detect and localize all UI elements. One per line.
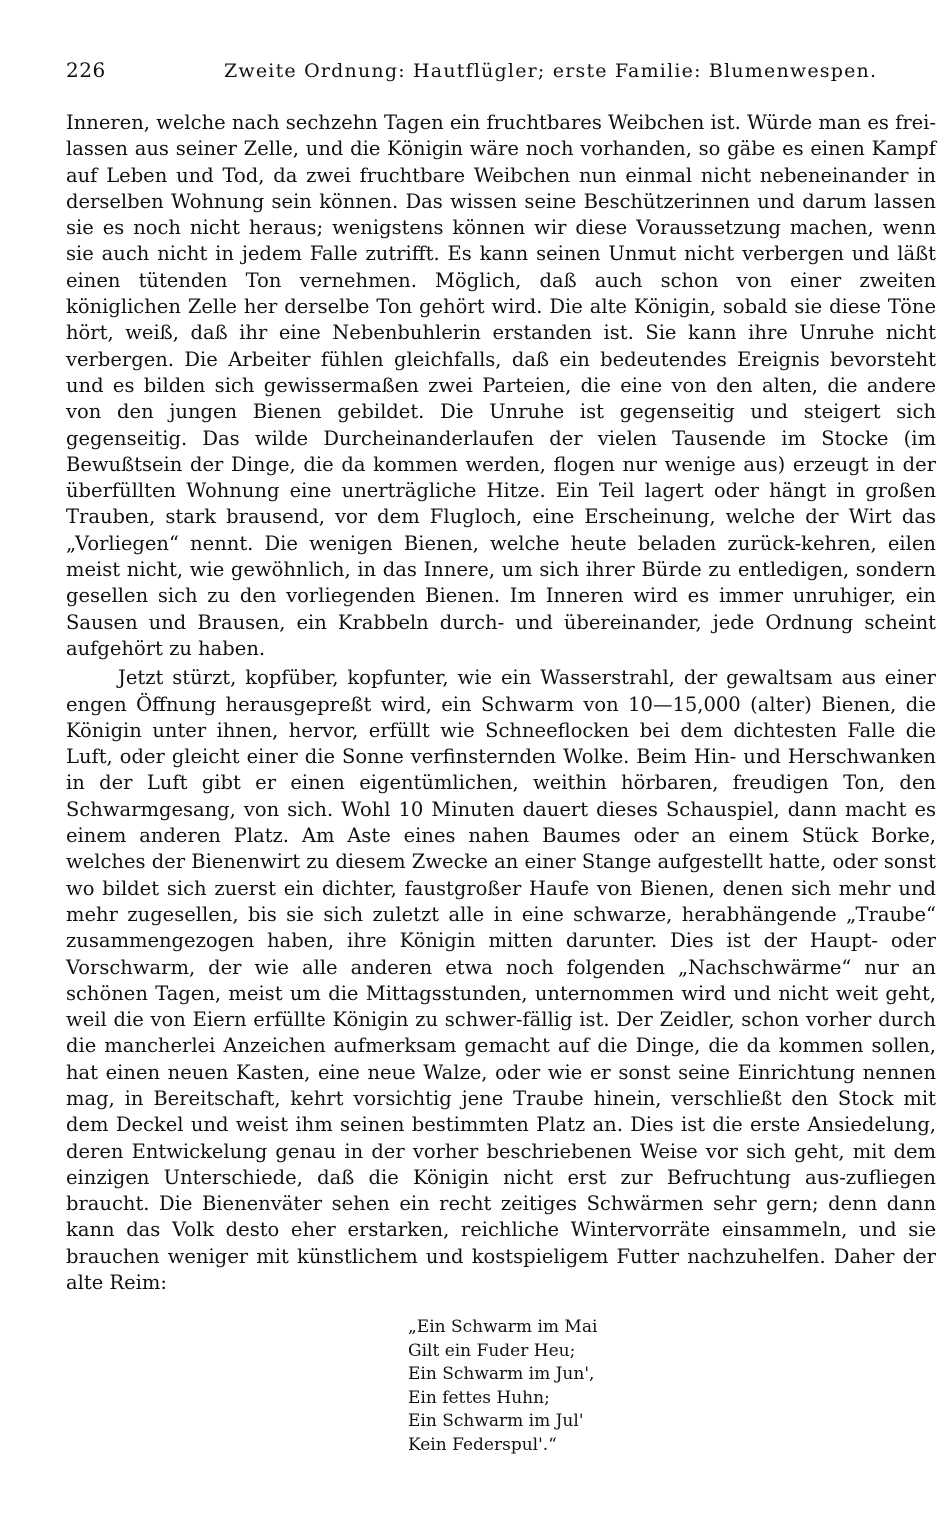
verse-line: Ein fettes Huhn; <box>408 1387 550 1408</box>
verse-line: Ein Schwarm im Jun', <box>408 1364 595 1385</box>
book-page <box>66 52 936 1457</box>
paragraph-2: Jetzt stürzt, kopfüber, kopfunter, wie ein Wasserstrahl, der gewaltsam aus einer engen Öffnung herausgepreßt wird, ein Schwarm von 10—15,000 (alter) Bienen, die Königin unter ihnen, hervor, erfüllt wie Schneeflocken bei dem dichtesten Falle die Luft, oder gleicht einer die Sonne verfinsternden Wolke. Beim Hin- und Herschwanken in der Luft gibt er einen eigentümlichen, weithin hörbaren, freudigen Ton, den Schwarmgesang, von sich. Wohl 10 Minuten dauert dieses Schauspiel, dann macht es einem anderen Platz. Am Aste eines nahen Baumes oder an einem Stück Borke, welches der Bienenwirt zu diesem Zwecke an einer Stange aufgestellt hatte, oder sonst wo bildet sich zuerst ein dichter, faustgroßer Haufe von Bienen, denen sich mehr und mehr zugesellen, bis sie sich zuletzt alle in eine schwarze, herabhängende „Traube“ zusammengezogen haben, ihre Königin mitten darunter. Dies ist der Haupt- oder Vorschwarm, der wie alle anderen etwa noch folgenden „Nachschwärme“ nur an schönen Tagen, meist um die Mittagsstunden, unternommen wird und nicht weit geht, weil die von Eiern erfüllte Königin zu schwer-fällig ist. Der Zeidler, schon vorher durch die mancherlei Anzeichen aufmerksam gemacht auf die Dinge, die da kommen sollen, hat einen neuen Kasten, eine neue Walze, oder wie er sonst seine Einrichtung nennen mag, in Bereitschaft, kehrt vorsichtig jene Traube hinein, verschließt den Stock mit dem Deckel und weist ihm seinen bestimmten Platz an. Dies ist die erste Ansiedelung, deren Entwickelung genau in der vorher beschriebenen Weise vor sich geht, mit dem einzigen Unterschiede, daß die Königin nicht erst zur Befruchtung aus-zufliegen braucht. Die Bienenväter sehen ein recht zeitiges Schwärmen sehr gern; denn dann kann das Volk desto eher erstarken, reichliche Wintervorräte einsammeln, und sie brauchen weniger mit künstlichem und kostspieligem Futter nachzuhelfen. Daher der alte Reim: <box>66 666 936 1295</box>
verse-line: Kein Federspul'.“ <box>408 1434 557 1455</box>
verse-line: Ein Schwarm im Jul' <box>408 1411 584 1432</box>
page-number: 226 <box>66 58 106 82</box>
verse-line: Gilt ein Fuder Heu; <box>408 1340 576 1361</box>
page-header <box>66 52 936 92</box>
paragraph-1: Inneren, welche nach sechzehn Tagen ein fruchtbares Weibchen ist. Würde man es frei-lassen aus seiner Zelle, und die Königin wäre noch vorhanden, so gäbe es einen Kampf auf Leben und Tod, da zwei fruchtbare Weibchen nun einmal nicht nebeneinander in derselben Wohnung sein können. Das wissen seine Beschützerinnen und darum lassen sie es noch nicht heraus; wenigstens können wir diese Voraussetzung machen, wenn sie auch nicht in jedem Falle zutrifft. Es kann seinen Unmut nicht verbergen und läßt einen tütenden Ton vernehmen. Möglich, daß auch schon von einer zweiten königlichen Zelle her derselbe Ton gehört wird. Die alte Königin, sobald sie diese Töne hört, weiß, daß ihr eine Nebenbuhlerin erstanden ist. Sie kann ihre Unruhe nicht verbergen. Die Arbeiter fühlen gleichfalls, daß ein bedeutendes Ereignis bevorsteht und es bilden sich gewissermaßen zwei Parteien, die eine von den alten, die andere von den jungen Bienen gebildet. Die Unruhe ist gegenseitig und steigert sich gegenseitig. Das wilde Durcheinanderlaufen der vielen Tausende im Stocke (im Bewußtsein der Dinge, die da kommen werden, flogen nur wenige aus) erzeugt in der überfüllten Wohnung eine unerträgliche Hitze. Ein Teil lagert oder hängt in großen Trauben, stark brausend, vor dem Flugloch, eine Erscheinung, welche der Wirt das „Vorliegen“ nennt. Die wenigen Bienen, welche heute beladen zurück-kehren, eilen meist nicht, wie gewöhnlich, in das Innere, um sich ihrer Bürde zu entledigen, sondern gesellen sich zu den vorliegenden Bienen. Im Inneren wird es immer unruhiger, ein Sausen und Brausen, ein Krabbeln durch- und übereinander, jede Ordnung scheint aufgehört zu haben. <box>66 111 936 660</box>
running-head: Zweite Ordnung: Hautflügler; erste Familie: Blumenwespen. <box>224 60 878 82</box>
verse-block <box>408 1316 936 1457</box>
verse-line: „Ein Schwarm im Mai <box>408 1317 598 1338</box>
